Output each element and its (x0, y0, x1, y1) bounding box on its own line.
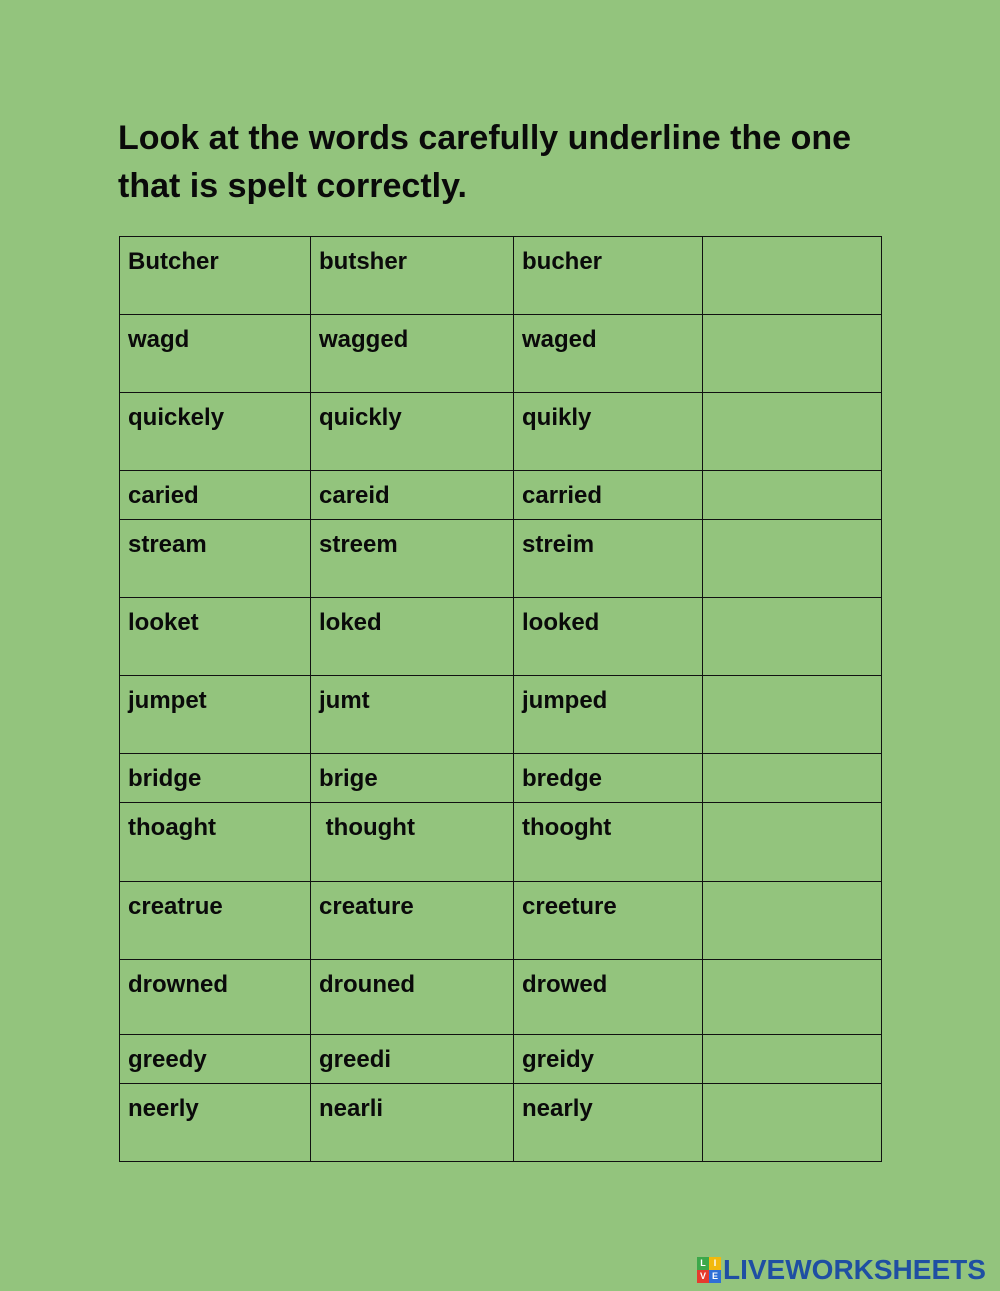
word-cell[interactable]: greedy (120, 1035, 311, 1084)
word-cell[interactable]: caried (120, 471, 311, 520)
spelling-table (119, 236, 882, 1162)
word-cell[interactable]: brige (311, 754, 514, 803)
table-row (120, 676, 882, 754)
word-cell[interactable]: jumped (514, 676, 703, 754)
table-row (120, 598, 882, 676)
word-cell[interactable]: creature (311, 882, 514, 960)
logo-badge-letter: I (709, 1257, 721, 1270)
answer-cell[interactable] (703, 803, 882, 882)
word-cell[interactable]: thoaght (120, 803, 311, 882)
answer-cell[interactable] (703, 754, 882, 803)
answer-cell[interactable] (703, 237, 882, 315)
liveworksheets-logo (697, 1255, 986, 1285)
answer-cell[interactable] (703, 520, 882, 598)
word-cell[interactable]: wagged (311, 315, 514, 393)
word-cell[interactable]: looked (514, 598, 703, 676)
spelling-table-body (120, 237, 882, 1162)
table-row (120, 471, 882, 520)
table-row (120, 315, 882, 393)
word-cell[interactable]: nearly (514, 1084, 703, 1162)
word-cell[interactable]: quikly (514, 393, 703, 471)
word-cell[interactable]: wagd (120, 315, 311, 393)
answer-cell[interactable] (703, 598, 882, 676)
table-row (120, 803, 882, 882)
word-cell[interactable]: bucher (514, 237, 703, 315)
word-cell[interactable]: loked (311, 598, 514, 676)
table-row (120, 520, 882, 598)
logo-badge-letter: L (697, 1257, 709, 1270)
word-cell[interactable]: thought (311, 803, 514, 882)
word-cell[interactable]: drowned (120, 960, 311, 1035)
word-cell[interactable]: creatrue (120, 882, 311, 960)
answer-cell[interactable] (703, 1084, 882, 1162)
answer-cell[interactable] (703, 471, 882, 520)
table-row (120, 754, 882, 803)
word-cell[interactable]: carried (514, 471, 703, 520)
word-cell[interactable]: streim (514, 520, 703, 598)
answer-cell[interactable] (703, 315, 882, 393)
word-cell[interactable]: quickely (120, 393, 311, 471)
answer-cell[interactable] (703, 1035, 882, 1084)
table-row (120, 1035, 882, 1084)
word-cell[interactable]: quickly (311, 393, 514, 471)
word-cell[interactable]: jumpet (120, 676, 311, 754)
logo-badge-letter: E (709, 1270, 721, 1283)
liveworksheets-logo-icon (697, 1257, 721, 1283)
table-row (120, 237, 882, 315)
word-cell[interactable]: neerly (120, 1084, 311, 1162)
word-cell[interactable]: greedi (311, 1035, 514, 1084)
word-cell[interactable]: Butcher (120, 237, 311, 315)
logo-text: LIVEWORKSHEETS (723, 1254, 986, 1285)
table-row (120, 393, 882, 471)
answer-cell[interactable] (703, 393, 882, 471)
answer-cell[interactable] (703, 882, 882, 960)
word-cell[interactable]: jumt (311, 676, 514, 754)
word-cell[interactable]: thooght (514, 803, 703, 882)
word-cell[interactable]: bredge (514, 754, 703, 803)
word-cell[interactable]: drouned (311, 960, 514, 1035)
word-cell[interactable]: butsher (311, 237, 514, 315)
word-cell[interactable]: greidy (514, 1035, 703, 1084)
instruction-text: Look at the words carefully underline the one that is spelt correctly. (118, 119, 852, 205)
word-cell[interactable]: bridge (120, 754, 311, 803)
word-cell[interactable]: drowed (514, 960, 703, 1035)
table-row (120, 1084, 882, 1162)
logo-badge-letter: V (697, 1270, 709, 1283)
table-row (120, 882, 882, 960)
word-cell[interactable]: streem (311, 520, 514, 598)
answer-cell[interactable] (703, 676, 882, 754)
word-cell[interactable]: creeture (514, 882, 703, 960)
table-row (120, 960, 882, 1035)
word-cell[interactable]: careid (311, 471, 514, 520)
answer-cell[interactable] (703, 960, 882, 1035)
word-cell[interactable]: nearli (311, 1084, 514, 1162)
word-cell[interactable]: stream (120, 520, 311, 598)
word-cell[interactable]: looket (120, 598, 311, 676)
word-cell[interactable]: waged (514, 315, 703, 393)
